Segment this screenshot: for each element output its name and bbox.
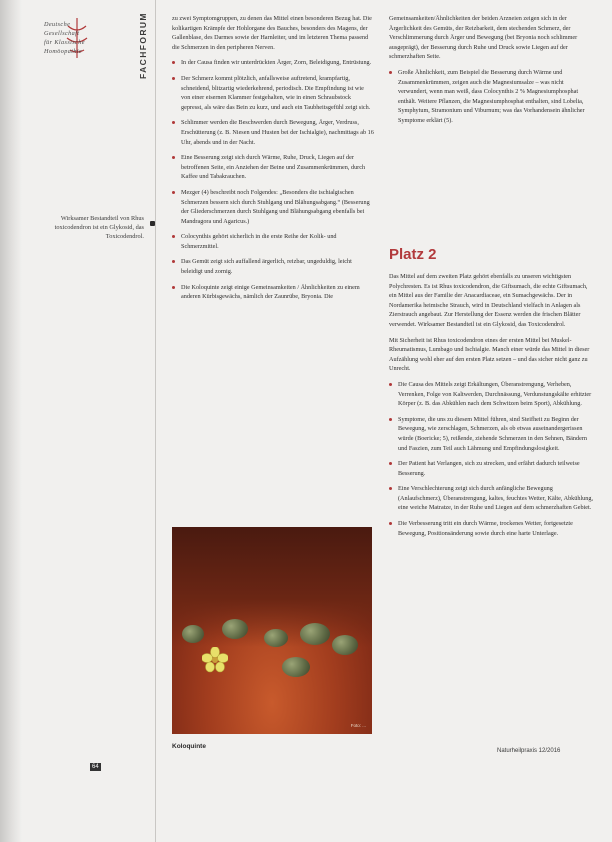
paragraph: Das Mittel auf dem zweiten Platz gehört ebenfalls zu unseren wichtigsten Polychresten. Es ist Rhus toxicodendron, die Giftsumach, die echte Giftsumach, ein Mittel aus der Familie der Anacardiaceae, ein Sumachgewächs. Der in Nordamerika heimische Strauch, wird in Deutschland vielfach in Anlagen als Zierstrauch angebaut. Zur Herstellung der Essenz werden die frischen Blätter verwendet. Wirksamer Bestandteil ist ein Glykosid, das Toxicodendrol. (389, 273, 588, 328)
bullet-item: Der Patient hat Verlangen, sich zu strecken, und erfährt dadurch teilweise Besserung. (389, 459, 594, 478)
scan-edge-shadow (0, 0, 22, 842)
bullet-item: Mezger (4) beschreibt noch Folgendes: „Besonders die ischialgischen Schmerzen bessern sich durch Stuhlgang und Blähungsabgang.“ (Besserung der Gliederschmerzen durch Stuhlgang und Blähungsabgang ebenfalls bei Mandragora und Agaricus.) (172, 188, 374, 226)
fruit-shape (264, 629, 288, 647)
bullet-item: Die Verbesserung tritt ein durch Wärme, trockenes Wetter, fortgesetzte Bewegung, Positionsänderung sowie durch eine harte Unterlage. (389, 519, 594, 538)
text-column-left (172, 14, 374, 308)
fruit-shape (182, 625, 204, 643)
logo-line-1: Deutsche (44, 21, 71, 28)
fruit-shape (222, 619, 248, 639)
bullet-item: Schlimmer werden die Beschwerden durch Bewegung, Ärger, Verdruss, Erschütterung (z. B. Niesen und Husten bei der Ischialgie), nachmittags ab 16 Uhr, abends und in der Nacht. (172, 118, 374, 147)
page-number: 64 (92, 764, 99, 770)
paragraph: Gemeinsamkeiten/Ähnlichkeiten der beiden Arzneien zeigen sich in der Ärgerlichkeit des Gemüts, der Reizbarkeit, dem stechenden Schmerz, der Verschlimmerung durch Ärger und Bewegung (bei Bryonia noch schlimmer ausgeprägt), der Besserung durch Ruhe und Druck sowie Liegen auf der schmerzhaften Seite. (389, 15, 578, 61)
bullet-item: Die Causa des Mittels zeigt Erkältungen, Überanstrengung, Verheben, Verrenken, Folge von Kaltwerden, Durchnässung, Verdunstungskälte erhitzter Körper (z. B. das Abkühlen nach dem Schwitzen beim Sport), Abkühlung. (389, 380, 594, 409)
photo-credit: Foto: ... (350, 723, 366, 728)
text-column-right (389, 272, 594, 544)
fruit-shape (300, 623, 330, 645)
sidebar (22, 0, 152, 842)
fruit-shape (282, 657, 310, 677)
bullet-item: Große Ähnlichkeit, zum Beispiel die Besserung durch Wärme und Zusammenkrümmen, zeigen auch die Magnesiumsalze – was nicht verwundert, wenn man weiß, dass Colocynthis 2 % Magnesiumphosphat enthält. Weitere Pflanzen, die Magnesiumphosphat enthalten, sind Lobelia, Symphytum, Stramonium und Viburnum; was das Vorhandensein ähnlicher Symptome erklärt (5). (389, 68, 594, 126)
colocynth-photo (172, 527, 372, 734)
bullet-item: Eine Besserung zeigt sich durch Wärme, Ruhe, Druck, Liegen auf der betroffenen Seite, ein Anziehen der Beine und Zusammenkrümmen, durch Kaffee und Tabakrauchen. (172, 153, 374, 182)
caption-marker-icon (150, 221, 155, 226)
logo (44, 20, 144, 56)
bullet-item: Eine Verschlechterung zeigt sich durch anfängliche Bewegung (Anlaufschmerz), Überanstrengung, kaltes, feuchtes Wetter, Kälte, Abkühlung, eine weiche Matratze, in der Ruhe und Liegen auf dem schmerzhaften Gebiet. (389, 484, 594, 513)
fruit-shape (332, 635, 358, 655)
footer-issue: Naturheilpraxis 12/2016 (497, 748, 561, 754)
section-label: FACHFORUM (138, 12, 148, 79)
flower-icon (202, 647, 228, 673)
bullet-item: Symptome, die uns zu diesem Mittel führen, sind Steifheit zu Beginn der Bewegung, wie zerschlagen, Schmerzen, als ob etwas auseinandergerissen würde (Boericke; 5), reißende, ziehende Schmerzen in den Sehnen, Bändern und Faszien, zum Teil auch Lähmung und Empfindungslosigkeit. (389, 415, 594, 453)
logo-line-2: Gesellschaft (44, 30, 80, 37)
bullet-item: Das Gemüt zeigt sich auffallend ärgerlich, reizbar, ungeduldig, leicht beleidigt und zornig. (172, 257, 374, 276)
sidebar-caption: Wirksamer Bestandteil von Rhus toxicodendron ist ein Glykosid, das Toxicodendrol. (54, 215, 144, 240)
logo-line-4: Homöopathie (44, 48, 83, 55)
bullet-item: Colocynthis gehört sicherlich in die erste Reihe der Kolik- und Schmerzmittel. (172, 232, 374, 251)
paragraph: Mit Sicherheit ist Rhus toxicodendron eines der ersten Mittel bei Muskel-Rheumatismus, Lumbago und Ischialgie. Manch einer würde das Mittel in dieser Aufzählung wohl eher auf den ersten Platz setzen – und das sicher nicht ganz zu Unrecht. (389, 336, 590, 373)
text-column-right-top (389, 14, 594, 132)
section-heading: Platz 2 (389, 246, 437, 263)
column-divider (155, 0, 156, 842)
paragraph: zu zwei Symptomgruppen, zu denen das Mittel einen besonderen Bezug hat. Die kolikartigen Krämpfe der Hohlorgane des Bauches, besonders des Magens, der Gallenblase, des Darmes sowie der Harnleiter, und im letzteren Thema passend die Schmerzen in den peripheren Nerven. (172, 15, 372, 51)
logo-line-3: für Klassische (44, 39, 85, 46)
photo-caption: Koloquinte (172, 743, 206, 750)
bullet-item: Der Schmerz kommt plötzlich, anfallsweise auftretend, krampfartig, schneidend, blitzartig wiederkehrend, periodisch. Die Empfindung ist wie von einer eisernen Klammer festgehalten, wie in einen Schraubstock gepresst, als wäre das Bein zu kurz, und auch ein Taubheitsgefühl zeigt sich. (172, 74, 374, 112)
bullet-item: Die Koloquinte zeigt einige Gemeinsamkeiten / Ähnlichkeiten zu einem anderen Kürbisgewächs, nämlich der Zaunrübe, Bryonia. Die (172, 283, 374, 302)
bullet-item: In der Causa finden wir unterdrückten Ärger, Zorn, Beleidigung, Entrüstung. (172, 58, 374, 68)
